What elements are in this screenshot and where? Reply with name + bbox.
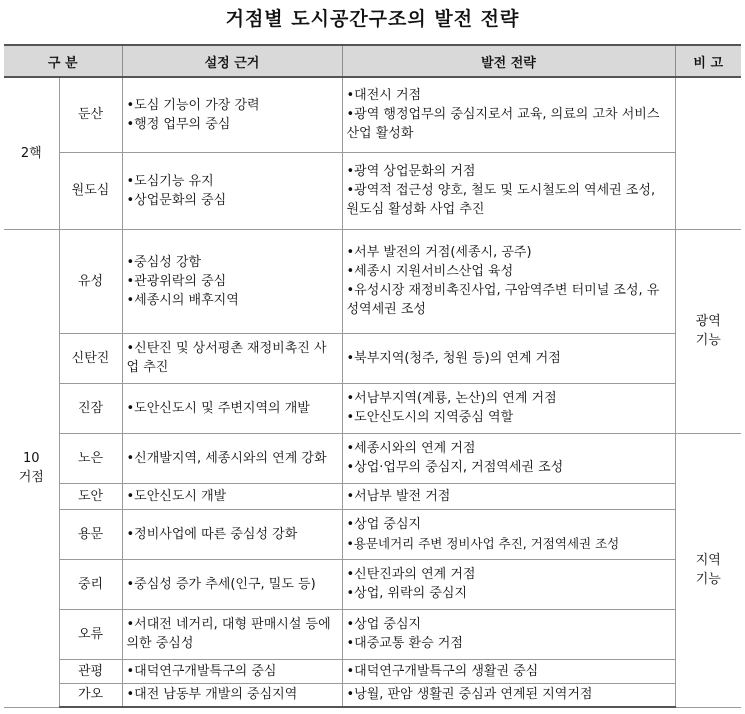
strategy-line: •광역 상업문화의 거점	[346, 164, 476, 179]
hub-name: 신탄진	[59, 333, 122, 383]
hub-name: 용문	[59, 509, 122, 559]
basis-line: •도안신도시 개발	[126, 488, 227, 504]
table-row	[4, 77, 741, 152]
hub-name: 진잠	[59, 383, 122, 433]
strategy-line: •광역적 접근성 양호, 철도 및 도시철도의 역세권 조성, 원도심 활성화 사업 추진	[346, 183, 656, 217]
strategy-line: •도안신도시의 지역중심 역할	[346, 410, 514, 425]
basis-line: •관광위락의 중심	[126, 273, 227, 289]
table-row	[4, 229, 741, 333]
basis-cell	[122, 433, 342, 483]
group-10-hubs: 10 거점	[4, 229, 59, 707]
basis-line: •대전 남동부 개발의 중심지역	[126, 687, 298, 703]
basis-line: •정비사업에 따른 중심성 강화	[126, 526, 298, 542]
strategy-line: •세종시와의 연계 거점	[346, 441, 476, 456]
basis-cell	[122, 229, 342, 333]
table-row	[4, 683, 741, 707]
basis-cell	[122, 509, 342, 559]
basis-cell	[122, 77, 342, 152]
basis-line: •상업문화의 중심	[126, 192, 227, 208]
strategy-line: •북부지역(청주, 청원 등)의 연계 거점	[346, 350, 561, 366]
note-local-function: 지역 기능	[675, 433, 741, 707]
table-row	[4, 609, 741, 659]
basis-cell	[122, 559, 342, 609]
table-row	[4, 383, 741, 433]
strategy-line: •대중교통 환승 거점	[346, 636, 463, 651]
hub-name: 노은	[59, 433, 122, 483]
header-basis: 설정 근거	[122, 45, 342, 77]
table-row	[4, 559, 741, 609]
strategy-line: •상업 중심지	[346, 517, 422, 532]
strategy-cell	[342, 483, 675, 509]
basis-cell	[122, 659, 342, 683]
basis-cell	[122, 483, 342, 509]
document-title: 거점별 도시공간구조의 발전 전략	[225, 8, 520, 30]
hub-name: 가오	[59, 683, 122, 707]
strategy-cell	[342, 383, 675, 433]
strategy-cell	[342, 433, 675, 483]
hub-name: 오류	[59, 609, 122, 659]
basis-line: •서대전 네거리, 대형 판매시설 등에 의한 중심성	[126, 617, 331, 651]
basis-line: •신탄진 및 상서평촌 재정비촉진 사업 추진	[126, 341, 327, 375]
strategy-line: •서부 발전의 거점(세종시, 공주)	[346, 245, 532, 260]
strategy-cell	[342, 609, 675, 659]
strategy-cell	[342, 509, 675, 559]
strategy-line: •서남부지역(계룡, 논산)의 연계 거점	[346, 391, 557, 406]
table-row	[4, 333, 741, 383]
strategy-cell	[342, 559, 675, 609]
table-row	[4, 659, 741, 683]
strategy-line: •세종시 지원서비스산업 육성	[346, 264, 514, 279]
header-strategy: 발전 전략	[342, 45, 675, 77]
basis-line: •세종시의 배후지역	[126, 292, 239, 308]
strategy-line: •상업, 위락의 중심지	[346, 586, 468, 601]
basis-cell	[122, 333, 342, 383]
strategy-line: •낭월, 판암 생활권 중심과 연계된 지역거점	[346, 687, 593, 703]
basis-line: •도안신도시 및 주변지역의 개발	[126, 400, 310, 416]
basis-cell	[122, 152, 342, 229]
basis-line: •행정 업무의 중심	[126, 116, 231, 132]
table-row	[4, 152, 741, 229]
note-empty	[675, 77, 741, 229]
strategy-line: •상업 중심지	[346, 617, 422, 632]
table-row	[4, 483, 741, 509]
strategy-line: •신탄진과의 연계 거점	[346, 567, 476, 582]
strategy-cell	[342, 333, 675, 383]
basis-cell	[122, 683, 342, 707]
strategy-line: •광역 행정업무의 중심지로서 교육, 의료의 고차 서비스 산업 활성화	[346, 107, 660, 142]
strategy-line: •용문네거리 주변 정비사업 추진, 거점역세권 조성	[346, 536, 620, 551]
table-row	[4, 509, 741, 559]
strategy-line: •유성시장 재정비촉진사업, 구암역주변 터미널 조성, 유성역세권 조성	[346, 283, 660, 317]
strategy-line: •서남부 발전 거점	[346, 488, 451, 504]
basis-line: •도심 기능이 가장 강력	[126, 97, 260, 113]
hub-name: 둔산	[59, 77, 122, 152]
header-category: 구 분	[4, 45, 122, 77]
hub-name: 관평	[59, 659, 122, 683]
basis-line: •대덕연구개발특구의 중심	[126, 663, 277, 679]
hub-name: 유성	[59, 229, 122, 333]
table-row	[4, 433, 741, 483]
basis-cell	[122, 609, 342, 659]
hub-name: 도안	[59, 483, 122, 509]
header-note: 비 고	[675, 45, 741, 77]
group-2-hubs: 2핵	[4, 77, 59, 229]
note-regional-function: 광역 기능	[675, 229, 741, 433]
strategy-cell	[342, 152, 675, 229]
hub-name: 원도심	[59, 152, 122, 229]
strategy-cell	[342, 77, 675, 152]
basis-line: •신개발지역, 세종시와의 연계 강화	[126, 450, 327, 466]
strategy-line: •대덕연구개발특구의 생활권 중심	[346, 663, 539, 679]
strategy-cell	[342, 229, 675, 333]
table-header-row	[4, 45, 741, 77]
hub-name: 중리	[59, 559, 122, 609]
strategy-cell	[342, 659, 675, 683]
basis-line: •중심성 강함	[126, 254, 202, 270]
strategy-cell	[342, 683, 675, 707]
basis-line: •도심기능 유지	[126, 173, 214, 189]
basis-cell	[122, 383, 342, 433]
strategy-table	[4, 44, 741, 708]
basis-line: •중심성 증가 추세(인구, 밀도 등)	[126, 576, 316, 592]
strategy-line: •상업·업무의 중심지, 거점역세권 조성	[346, 460, 564, 475]
strategy-line: •대전시 거점	[346, 88, 422, 104]
